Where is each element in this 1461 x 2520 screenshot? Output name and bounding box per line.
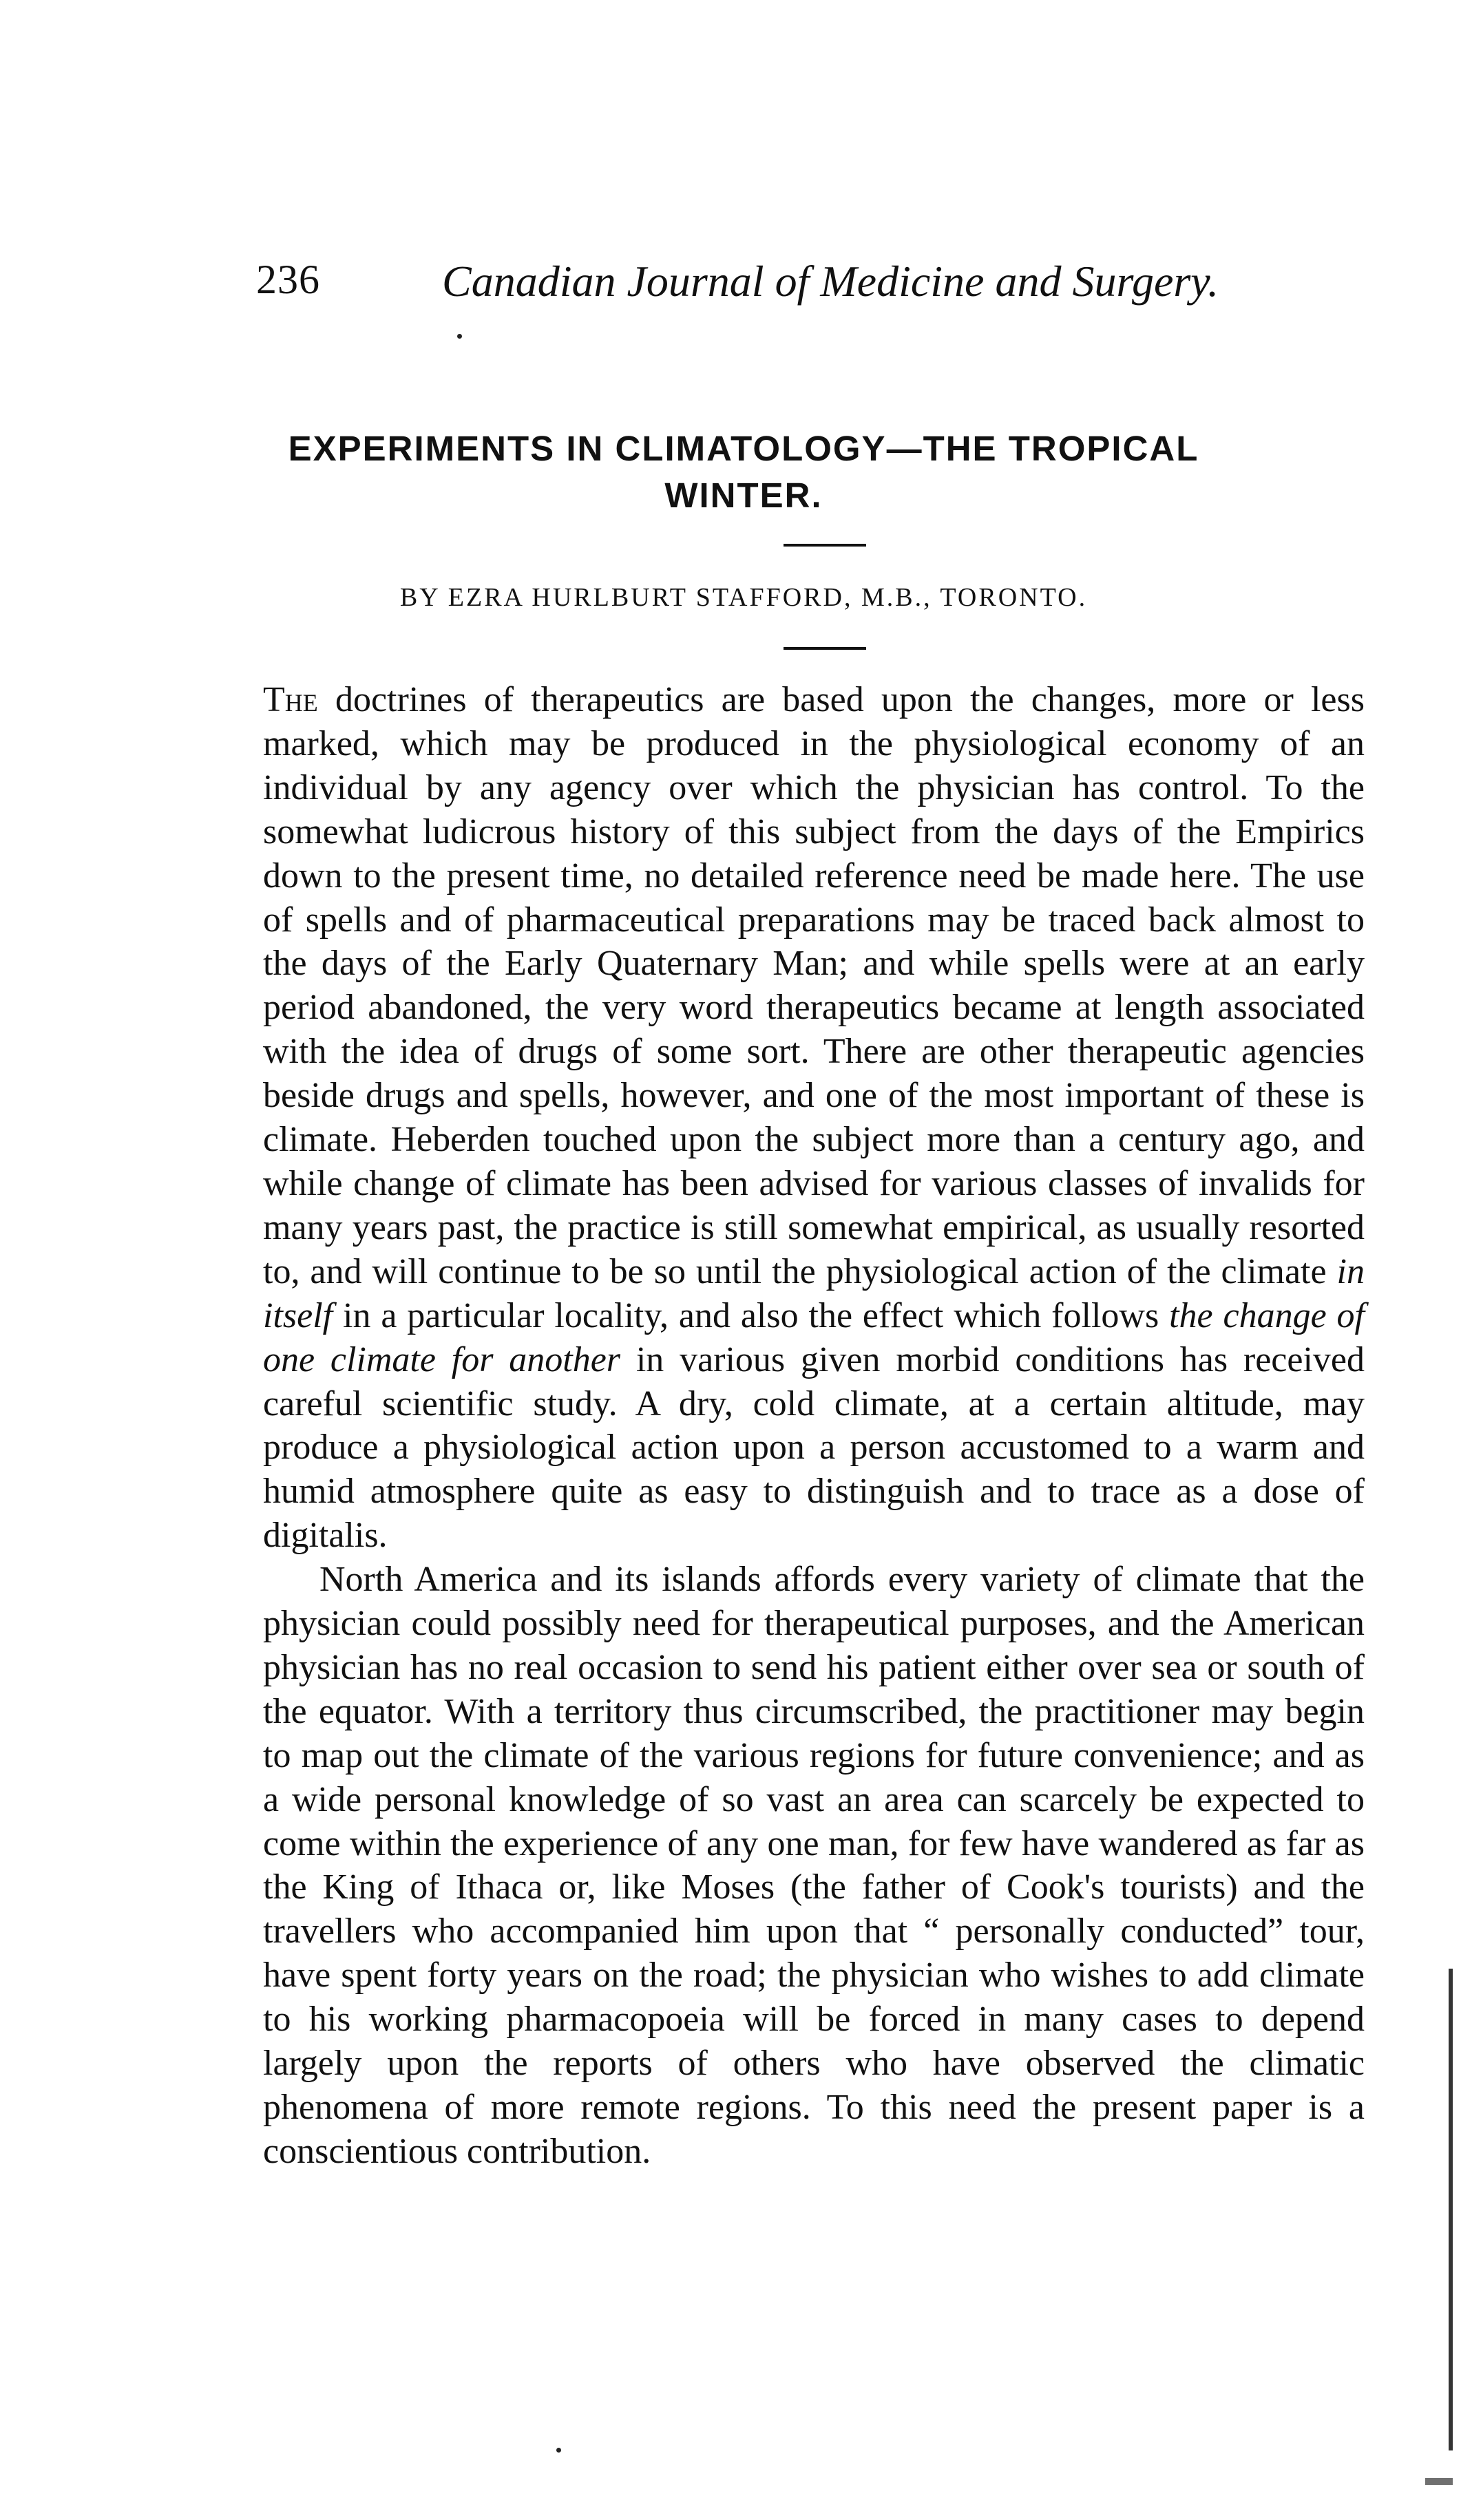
print-speck xyxy=(457,334,462,339)
byline-rule xyxy=(784,647,866,650)
running-head xyxy=(256,256,1219,311)
journal-title: Canadian Journal of Medicine and Surgery. xyxy=(442,257,1219,306)
author-byline: BY EZRA HURLBURT STAFFORD, M.B., TORONTO. xyxy=(399,583,1088,612)
paragraph-1-text-2: in a particular locality, and also the effect which follows xyxy=(333,1295,1170,1335)
page-number: 236 xyxy=(256,257,320,302)
article-body xyxy=(263,678,1365,2174)
opening-word: The xyxy=(263,680,318,719)
corner-smudge xyxy=(1425,2478,1453,2485)
paragraph-2: North America and its islands affords every variety of climate that the physician could possibly need for therapeutical purposes, and the American physician has no real occasion to send his patient either over sea or south of the equator. With a territory thus circumscribed, the practitioner may begin to map out the climate of the various regions for future convenience; and as a wide personal knowledge of so vast an area can scarcely be expected to come within the experience of any one man, for few have wandered as far as the King of Ithaca or, like Moses (the father of Cook's tourists) and the travellers who accompanied him upon that “ personally conducted” tour, have spent forty years on the road; the physician who wishes to add climate to his working pharmacopoeia will be forced in many cases to depend largely upon the reports of others who have observed the climatic phenomena of more remote regions. To this need the present paper is a conscientious contribution. xyxy=(263,1560,1365,2171)
paragraph-1-text-3: in various given morbid conditions has received careful scientific study. A dry, cold climate, at a certain altitude, may produce a physiological action upon a person accustomed to a warm and humid atmosphere quite as easy to distinguish and to trace as a dose of digitalis. xyxy=(263,1340,1365,1556)
italic-phrase-2: the change of one climate for another xyxy=(263,1295,1365,1379)
italic-phrase: in itself xyxy=(263,1251,1365,1335)
paragraph-1-text: doctrines of therapeutics are based upon the changes, more or less marked, which may be produced in the physiological economy of an individual by any agency over which the physician has control. To the somewhat ludicrous history of this subject from the days of the Empirics down to the present time, no detailed reference need be made here. The use of spells and of pharmaceutical preparations may be traced back almost to the days of the Early Quaternary Man; and while spells were at an early period abandoned, the very word therapeutics became at length associated with the idea of drugs of some sort. There are other therapeutic agencies beside drugs and spells, however, and one of the most important of these is climate. Heberden touched upon the subject more than a century ago, and while change of climate has been advised for various classes of invalids for many years past, the practice is still somewhat empirical, as usually resorted to, and will continue to be so until the physiological action of the climate xyxy=(263,680,1365,1291)
binding-shadow xyxy=(1449,1969,1453,2450)
title-rule xyxy=(784,544,866,547)
print-speck xyxy=(556,2448,561,2453)
paragraph-1 xyxy=(263,678,1365,1558)
article-title: EXPERIMENTS IN CLIMATOLOGY—THE TROPICAL WINTER. xyxy=(288,429,1199,515)
